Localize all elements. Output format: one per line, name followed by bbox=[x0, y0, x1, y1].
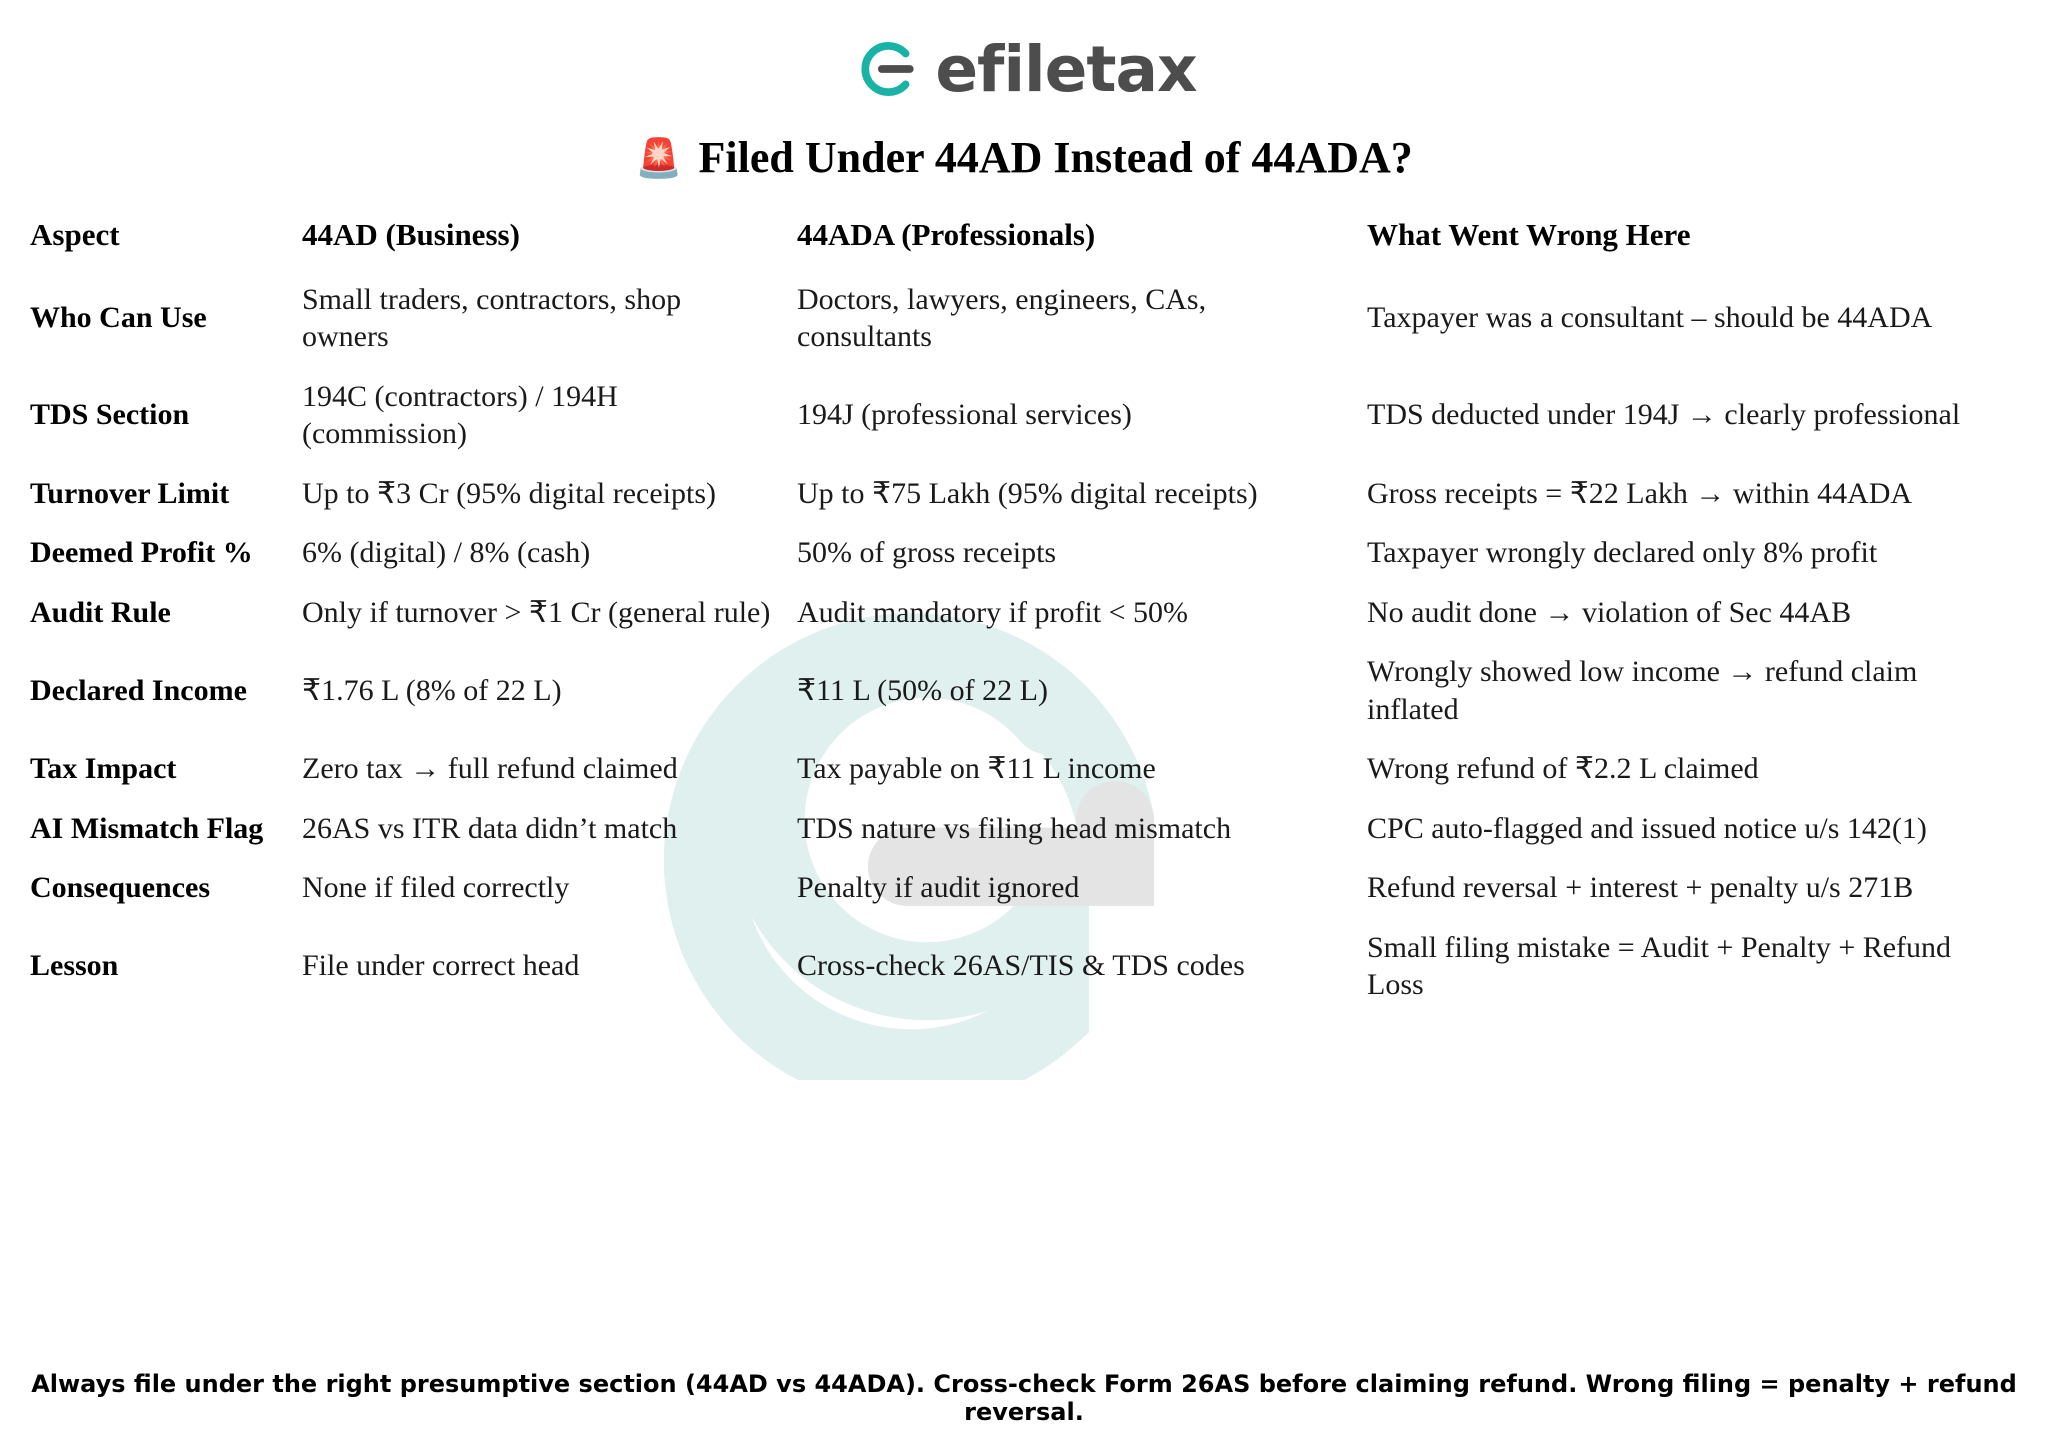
footer-note: Always file under the right presumptive section (44AD vs 44ADA). Cross-check Form 26AS before claiming refund. Wrong filing = penalty + refund reversal. bbox=[31, 1370, 2017, 1426]
table-row bbox=[22, 918, 2026, 1015]
comparison-table bbox=[22, 213, 2026, 1015]
page-title bbox=[0, 132, 2048, 183]
row-what-went-wrong: CPC auto-flagged and issued notice u/s 142(1) bbox=[1367, 811, 1927, 845]
row-aspect: Declared Income bbox=[30, 673, 247, 707]
row-44ada: Penalty if audit ignored bbox=[797, 871, 1080, 905]
brand-logo bbox=[0, 0, 2048, 110]
row-aspect: Audit Rule bbox=[30, 595, 171, 629]
table-row bbox=[22, 799, 2026, 859]
column-header-44ada: 44ADA (Professionals) bbox=[797, 217, 1096, 252]
row-what-went-wrong: Wrong refund of ₹2.2 L claimed bbox=[1367, 752, 1759, 786]
row-44ad: 6% (digital) / 8% (cash) bbox=[302, 536, 591, 570]
row-44ad: None if filed correctly bbox=[302, 871, 570, 905]
row-aspect: AI Mismatch Flag bbox=[30, 811, 264, 845]
row-what-went-wrong: Small filing mistake = Audit + Penalty + Refund Loss bbox=[1367, 930, 1952, 1002]
row-aspect: Lesson bbox=[30, 949, 119, 983]
comparison-table-wrapper bbox=[22, 213, 2026, 1015]
row-44ad: Zero tax → full refund claimed bbox=[302, 752, 678, 786]
table-row bbox=[22, 367, 2026, 464]
row-44ada: Tax payable on ₹11 L income bbox=[797, 752, 1156, 786]
column-header-what-went-wrong: What Went Wrong Here bbox=[1367, 217, 1691, 252]
row-aspect: Consequences bbox=[30, 871, 211, 905]
row-44ad: 194C (contractors) / 194H (commission) bbox=[302, 379, 618, 451]
row-44ada: 50% of gross receipts bbox=[797, 536, 1057, 570]
column-header-aspect: Aspect bbox=[30, 217, 120, 252]
police-siren-icon: 🚨 bbox=[635, 135, 683, 180]
row-44ada: ₹11 L (50% of 22 L) bbox=[797, 673, 1048, 707]
row-44ada: TDS nature vs filing head mismatch bbox=[797, 811, 1232, 845]
row-44ada: Cross-check 26AS/TIS & TDS codes bbox=[797, 949, 1245, 983]
row-44ad: Only if turnover > ₹1 Cr (general rule) bbox=[302, 595, 771, 629]
table-row bbox=[22, 464, 2026, 524]
table-row bbox=[22, 739, 2026, 799]
table-row bbox=[22, 858, 2026, 918]
column-header-44ad: 44AD (Business) bbox=[302, 217, 520, 252]
row-aspect: Turnover Limit bbox=[30, 476, 230, 510]
page-title-text: Filed Under 44AD Instead of 44ADA? bbox=[698, 133, 1413, 182]
row-44ada: Doctors, lawyers, engineers, CAs, consultants bbox=[797, 282, 1207, 354]
row-aspect: TDS Section bbox=[30, 398, 190, 432]
table-row bbox=[22, 583, 2026, 643]
row-44ada: 194J (professional services) bbox=[797, 398, 1132, 432]
row-what-went-wrong: TDS deducted under 194J → clearly professional bbox=[1367, 398, 1961, 432]
table-row bbox=[22, 270, 2026, 367]
table-row bbox=[22, 642, 2026, 739]
row-aspect: Deemed Profit % bbox=[30, 536, 253, 570]
row-44ada: Audit mandatory if profit < 50% bbox=[797, 595, 1189, 629]
row-what-went-wrong: Taxpayer wrongly declared only 8% profit bbox=[1367, 536, 1878, 570]
row-44ad: Small traders, contractors, shop owners bbox=[302, 282, 682, 354]
efiletax-e-logo-icon bbox=[851, 34, 921, 104]
table-row bbox=[22, 523, 2026, 583]
brand-name: efiletax bbox=[935, 32, 1197, 106]
row-what-went-wrong: No audit done → violation of Sec 44AB bbox=[1367, 595, 1852, 629]
table-header-row bbox=[22, 213, 2026, 270]
row-aspect: Who Can Use bbox=[30, 301, 207, 335]
row-44ada: Up to ₹75 Lakh (95% digital receipts) bbox=[797, 476, 1258, 510]
row-44ad: File under correct head bbox=[302, 949, 580, 983]
row-44ad: ₹1.76 L (8% of 22 L) bbox=[302, 673, 562, 707]
row-44ad: 26AS vs ITR data didn’t match bbox=[302, 811, 678, 845]
row-aspect: Tax Impact bbox=[30, 752, 177, 786]
row-what-went-wrong: Gross receipts = ₹22 Lakh → within 44ADA bbox=[1367, 476, 1913, 510]
row-what-went-wrong: Refund reversal + interest + penalty u/s 271B bbox=[1367, 871, 1914, 905]
row-what-went-wrong: Wrongly showed low income → refund claim inflated bbox=[1367, 655, 1918, 726]
row-what-went-wrong: Taxpayer was a consultant – should be 44ADA bbox=[1367, 301, 1933, 335]
row-44ad: Up to ₹3 Cr (95% digital receipts) bbox=[302, 476, 716, 510]
